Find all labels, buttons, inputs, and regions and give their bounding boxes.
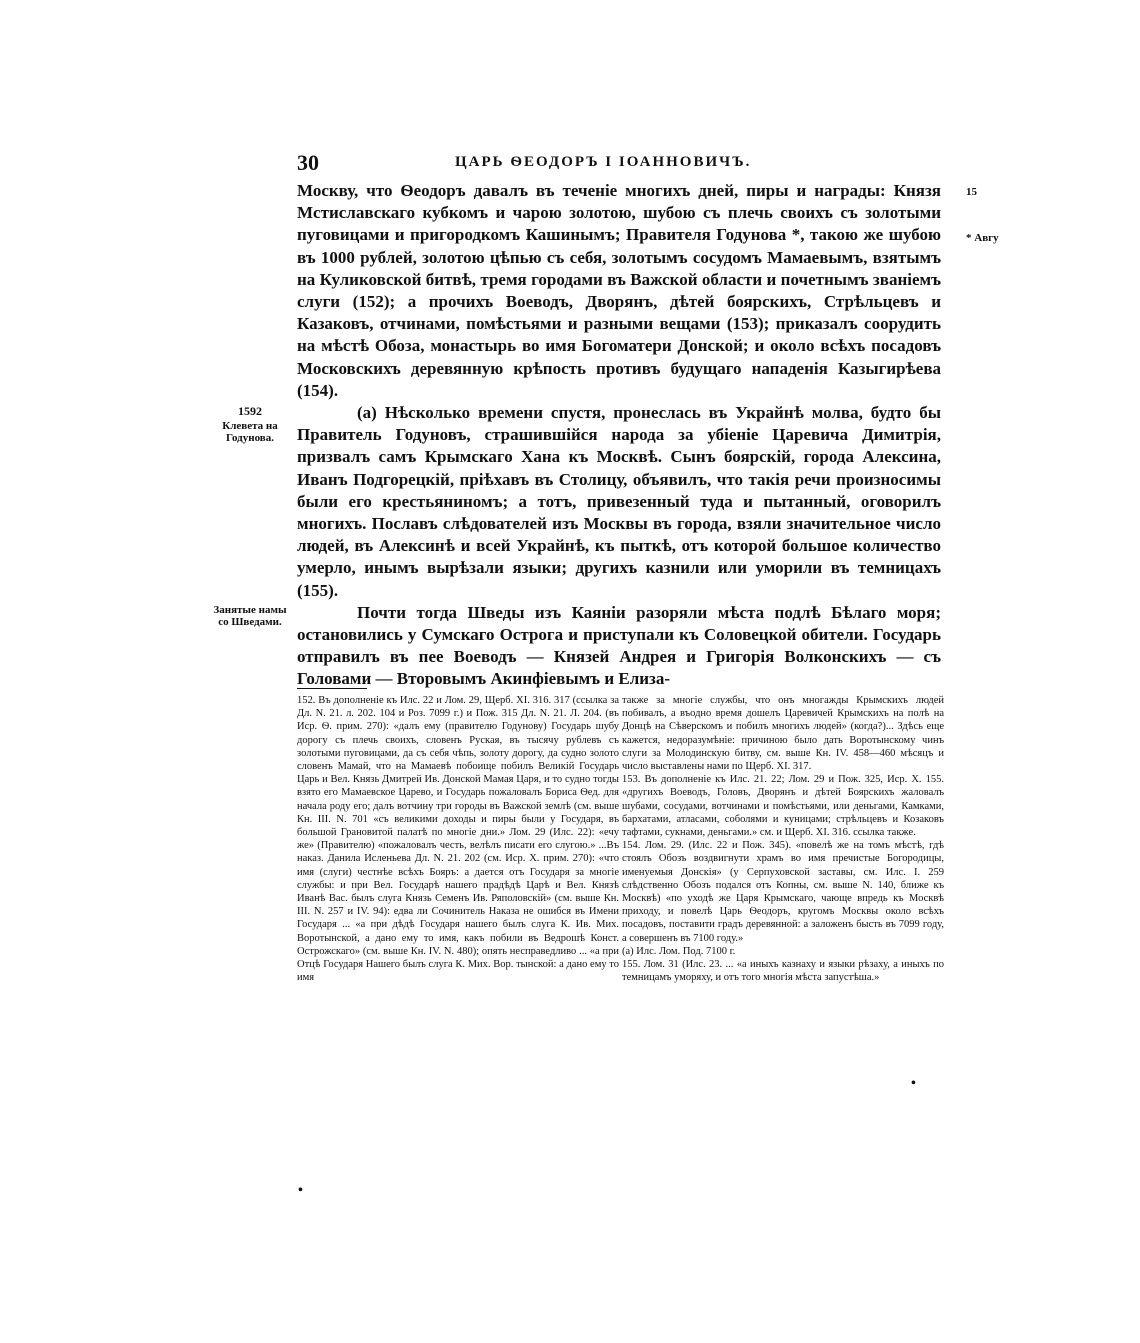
paragraph-3: Почти тогда Шведы изъ Каяніи разоряли мѣста подлѣ Бѣлаго моря; остановились у Сумскаго Острога и приступали къ Соловецкой обители. Государь отправилъ въ пее Воеводъ — Князей Андрея и Григорія Волконскихъ — съ Головами — Второвымъ Акинфіевымъ и Елиза-	[297, 602, 941, 689]
margin-note-text: Клевета на Годунова.	[222, 420, 278, 444]
footnotes-left-column	[297, 694, 619, 984]
stray-mark: •	[911, 1076, 916, 1091]
page-header	[297, 150, 813, 176]
margin-note-left-swedes	[208, 604, 292, 628]
stray-mark: •	[298, 1183, 303, 1198]
margin-note-right-year: 15	[966, 186, 977, 198]
footnote-text: также за многіе службы, что онъ многажды Крымскихъ людей побивалъ, а въодно время дошелъ Царевичей Крымскихъ на полѣ на Донцѣ на Сѣверскомъ и побилъ многихъ людей» (когда?)... Здѣсь еще кажется, недоразумѣніе: причиною было дать Воротынскому чинъ слуги за Молодинскую битву, см. выше Кн. IV. 458—460 мѣсяцъ и число выставлены нами по Щерб. XI. 317. 153. Въ дополненіе къ Илс. 21. 22; Лом. 29 и Пож. 325, Иср. X. 155. «другихъ Воеводъ, Головъ, Дворянъ и дѣтей Боярскихъ жаловалъ шубами, сосудами, вотчинами и помѣстьями, или деньгами, Камками, бархатами, атласами, соболями и куницами; стрѣльцевъ и Козаковъ тафтами, сукнами, деньгами.» см. и Щерб. XI. 316. ссылка также. 154. Лом. 29. (Илс. 22 и Пож. 345). «повелѣ же на томъ мѣстѣ, гдѣ стоялъ Обозъ воздвигнути храмъ во имя пречистые Богородицы, именуемыя Донскія» (у Серпуховской заставы, см. Илс. I. 259 слѣдственно Обозъ подался отъ Копны, см. выше N. 140, ближе къ Москвѣ) «по уходѣ же Царя Крымскаго, чающе впредь къ Москвѣ приходу, и повелѣ Царь Ѳеодоръ, кругомъ Москвы около всѣхъ посадовъ, поставити градъ деревянной: а заложенъ бысть въ 7099 году, а совершенъ въ 7100 году.» (а) Илс. Лом. Под. 7100 г. 155. Лом. 31 (Илс. 23. ... «а иныхъ казнаху и языки рѣзаху, а иныхъ по темницамъ уморяху, и отъ того многія мѣста запустѣша.»	[622, 695, 944, 984]
footnotes-right-column	[622, 694, 944, 984]
margin-note-year: 1592	[238, 404, 262, 418]
margin-note-right-date: * Авгу	[966, 232, 999, 244]
footnote-text: 152. Въ дополненіе къ Илс. 22 и Лом. 29, Щерб. XI. 316. 317 (ссылка за Дл. N. 21. л. 202. 104 и Роз. 7099 г.) и Пож. 315 Дл. N. 21. Л. 204. (въ Иср. Ѳ. прим. 270): «далъ ему (правителю Годунову) Государь шубу дорогу съ плечь своихъ, словенъ Руская, въ тысячу рублевъ съ золотыми пуговицами, да съ себя чѣпь, золоту дорогу, да судно золото словенъ Мамай, что на Мамаевѣ побоище побилъ Великій Государь Царь и Вел. Князь Дмитрей Ив. Донской Мамая Царя, и то судно тогды взято его Мамаевское Царево, и Государь пожаловалъ Бориса Ѳед. для начала роду его; далъ вотчину три городы въ Важской землѣ (см. выше Кн. III. N. 701 «съ великими доходы и пиры были у Государя, въ большой Грановитой палатѣ по многіе дни.» Лом. 29 (Илс. 22): «ечу же» (Правителю) «пожаловалъ честь, велѣлъ писати его слугою.» ...Въ наказ. Данила Исленьева Дл. N. 21. 202 (см. Иср. X. прим. 270): «что имя (слуги) честнѣе всѣхъ Бояръ: а дается отъ Государя за многіе службы: и при Вел. Государѣ нашего прадѣдѣ Царѣ и Вел. Князѣ Иванѣ Вас. былъ слуга Князь Семенъ Ив. Ряполовскій» (см. выше Кн. III. N. 257 и IV. 94): едва ли Сочинитель Наказа не ошибся въ Имени Государя ... «а при дѣдѣ Государя нашего былъ слуга К. Ив. Мих. Воротынской, а дано ему то имя, какъ побили въ Ведрошѣ Конст. Острожскаго» (см. выше Кн. IV. N. 480); опять несправедливо ... «а при Отцѣ Государя Нашего былъ слуга К. Мих. Вор. тынской: а дано ему то имя	[297, 695, 619, 984]
paragraph-1: Москву, что Ѳеодоръ давалъ въ теченіе многихъ дней, пиры и награды: Князя Мстиславскаго кубкомъ и чарою золотою, шубою съ плечь своихъ съ золотыми пуговицами и пригородкомъ Кашинымъ; Правителя Годунова *, такою же шубою въ 1000 рублей, золотою цѣпью съ себя, золотымъ сосудомъ Мамаевымъ, взятымъ на Куликовской битвѣ, тремя городами въ Важской области и почетнымъ званіемъ слуги (152); а прочихъ Воеводъ, Дворянъ, дѣтей боярскихъ, Стрѣльцевъ и Казаковъ, отчинами, помѣстьями и разными вещами (153); приказалъ соорудить на мѣстѣ Обоза, монастырь во имя Богоматери Донской; и около всѣхъ посадовъ Московскихъ деревянную крѣпость противъ будущаго нападенія Казыгирѣева (154).	[297, 181, 941, 400]
margin-note-text: Занятые намы со Шведами.	[213, 604, 287, 628]
running-title: ЦАРЬ ѲЕОДОРЪ І ІОАННОВИЧЪ.	[455, 154, 752, 170]
main-text	[297, 180, 941, 691]
paragraph-2: (а) Нѣсколько времени спустя, пронеслась въ Украйнѣ молва, будто бы Правитель Годуновъ, страшившійся народа за убіеніе Царевича Димитрія, призвалъ самъ Крымскаго Хана къ Москвѣ. Сынъ боярскій, города Алексина, Иванъ Подгорецкій, пріѣхавъ въ Столицу, объявилъ, что такія речи произносимы были его крестьяниномъ; а тотъ, привезенный туда и пытанный, оговорилъ многихъ. Пославъ слѣдователей изъ Москвы въ города, взяли значительное число людей, въ Алексинѣ и всей Украйнѣ, къ пыткѣ, отъ которой большое количество умерло, инымъ вырѣзали языки; другихъ казнили или уморили въ темницахъ (155).	[297, 403, 941, 600]
margin-note-left-slander	[208, 405, 292, 444]
footnote-rule	[297, 688, 367, 689]
page-number: 30	[297, 150, 319, 175]
